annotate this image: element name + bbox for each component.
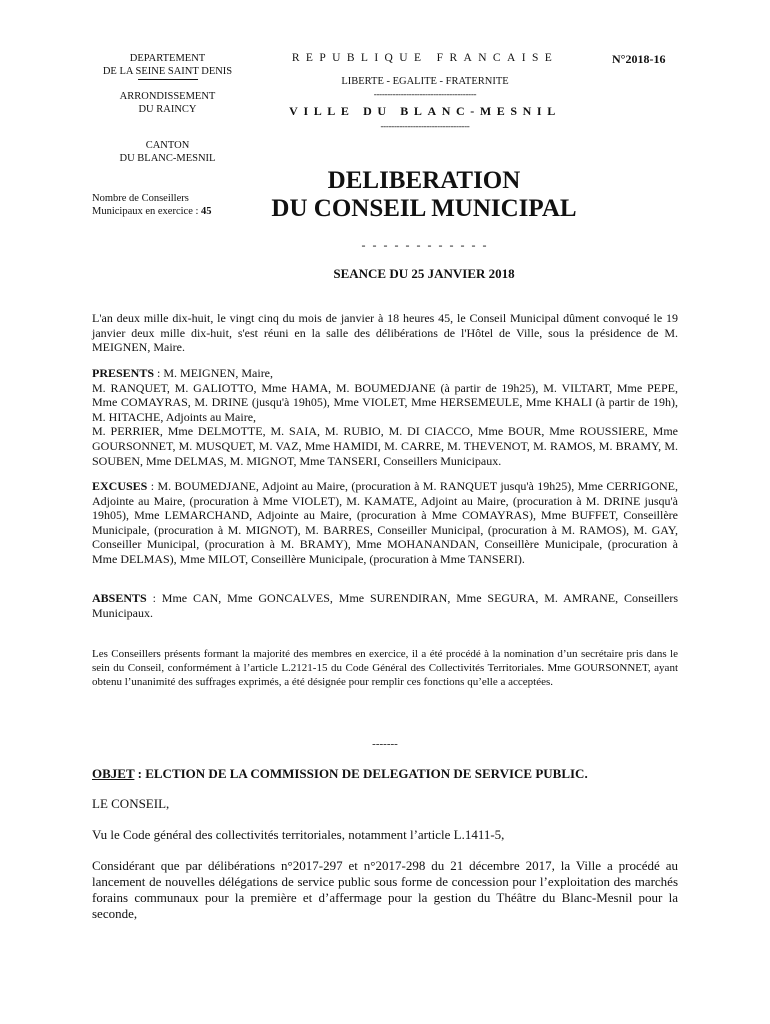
title-separator: - - - - - - - - - - - - [361,238,489,252]
excuses-paragraph [92,479,678,567]
title-line-2: DU CONSEIL MUNICIPAL [271,195,577,222]
objet-text: : ELCTION DE LA COMMISSION DE DELEGATION DE SERVICE PUBLIC. [134,766,588,781]
absents-paragraph [92,591,678,620]
conseillers-count [92,192,212,218]
devise: LIBERTE - EGALITE - FRATERNITE [341,76,509,87]
seance-date: SEANCE DU 25 JANVIER 2018 [333,266,515,281]
conseillers-label-2: Municipaux en exercice : [92,206,202,217]
deliberation-number: N°2018-16 [612,52,666,66]
intro-paragraph: L'an deux mille dix-huit, le vingt cinq du mois de janvier à 18 heures 45, le Conseil Municipal dûment convoqué le 19 janvier deux mille dix-huit, s'est réuni en la salle des délibérations de l'Hôtel de Ville, sous la présidence de M. MEIGNEN, Maire. [92,311,678,355]
excuses-label: EXCUSES [92,479,148,493]
objet-label: OBJET [92,766,135,781]
departement-label: DEPARTEMENT [129,53,206,64]
presents-label: PRESENTS [92,366,155,380]
title-line-1: DELIBERATION [327,167,521,194]
divider-line [138,79,198,80]
considerant-paragraph: Considérant que par délibérations n°2017-297 et n°2017-298 du 21 décembre 2017, la Ville a procédé au lancement de nouvelles délégations de service public sous forme de concession pour l’exploitation des marchés forains communaux pour la première et d’affermage pour la gestion du Théâtre du Blanc-Mesnil pour la seconde, [92,858,678,921]
dashes-line-2: --------------------------------- [380,121,470,131]
dashes-line-1: -------------------------------------- [373,89,477,99]
secretaire-paragraph: Les Conseillers présents formant la majorité des membres en exercice, il a été procédé à la nomination d’un secrétaire pris dans le sein du Conseil, conformément à l’article L.2121-15 du Code Général des Collectivités Territoriales. Mme GOURSONNET, ayant obtenu l’unanimité des suffrages exprimés, a été désignée pour remplir ces fonctions qu’elle a acceptées. [92,648,678,689]
absents-label: ABSENTS [92,591,147,605]
section-divider: ------- [372,738,398,750]
canton-label: CANTON [145,140,190,151]
departement-block [80,52,255,80]
vu-paragraph: Vu le Code général des collectivités territoriales, notamment l’article L.1411-5, [92,827,505,842]
republique-heading: REPUBLIQUE FRANCAISE [291,52,559,64]
arrondissement-name: DU RAINCY [138,104,197,115]
objet-heading [92,766,678,782]
canton-name: DU BLANC-MESNIL [119,153,216,164]
presents-conseillers: M. PERRIER, Mme DELMOTTE, M. SAIA, M. RUBIO, M. DI CIACCO, Mme BOUR, Mme ROUSSIERE, Mme GOURSONNET, M. MUSQUET, M. VAZ, Mme HAMIDI, M. CARRE, M. THEVENOT, M. RAMOS, M. BRAMY, M. SOUBEN, Mme DELMAS, M. MIGNOT, Mme TANSERI, Conseillers Municipaux. [92,424,678,468]
conseillers-value: 45 [201,206,212,217]
arrondissement-label: ARRONDISSEMENT [119,91,216,102]
ville-heading: VILLE DU BLANC-MESNIL [289,104,561,118]
presents-paragraph [92,366,678,468]
le-conseil: LE CONSEIL, [92,796,170,811]
excuses-text: : M. BOUMEDJANE, Adjoint au Maire, (procuration à M. RANQUET jusqu'à 19h25), Mme CERRIGONE, Adjointe au Maire, (procuration à Mme VIOLET), M. KAMATE, Adjoint au Maire, (procuration à M. DRINE jusqu'à 19h05), Mme LEMARCHAND, Adjointe au Maire, (procuration à Mme COMAYRAS), Mme BUFFET, Conseillère Municipale, (procuration à M. MIGNOT), M. BARRES, Conseiller Municipal, (procuration à M. RAMOS), M. GAY, Conseiller Municipal, (procuration à M. BRAMY), Mme MOHANANDAN, Conseillère Municipale, (procuration à Mme DELMAS), Mme MILOT, Conseillère Municipale, (procuration à Mme TANSERI). [92,479,678,566]
arrondissement-block [80,90,255,116]
conseillers-label-1: Nombre de Conseillers [92,193,189,204]
presents-maire: : M. MEIGNEN, Maire, [154,366,274,380]
absents-text: : Mme CAN, Mme GONCALVES, Mme SURENDIRAN, Mme SEGURA, M. AMRANE, Conseillers Municipaux. [92,591,678,620]
canton-block [80,139,255,165]
document-title [262,167,586,223]
departement-name: DE LA SEINE SAINT DENIS [102,66,233,77]
presents-adjoints: M. RANQUET, M. GALIOTTO, Mme HAMA, M. BOUMEDJANE (à partir de 19h25), M. VILTART, Mme PEPE, Mme COMAYRAS, M. DRINE (jusqu'à 19h05), Mme VIOLET, Mme HERSEMEULE, Mme KHALI (à partir de 19h), M. HITACHE, Adjoints au Maire, [92,380,678,424]
